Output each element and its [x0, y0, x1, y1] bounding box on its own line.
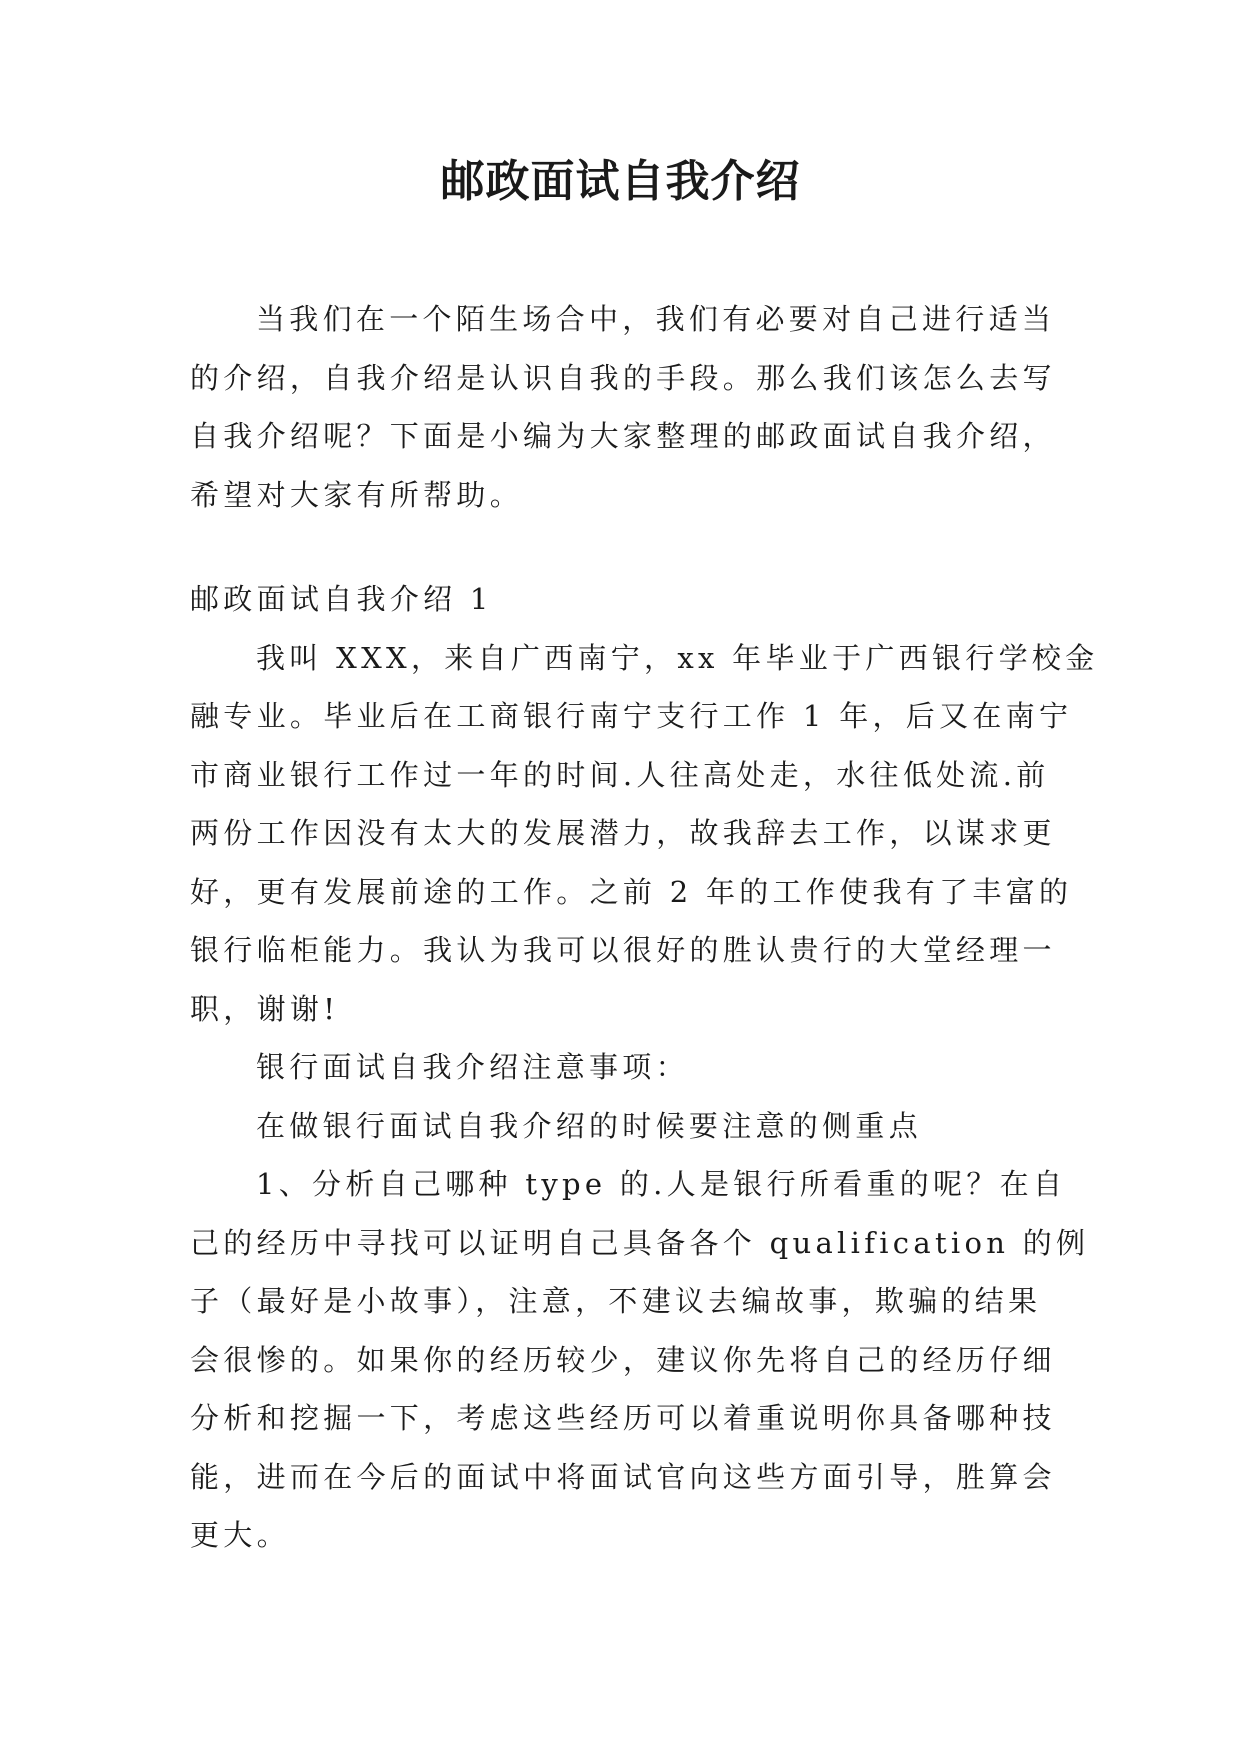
- text-line: 子（最好是小故事），注意，不建议去编故事，欺骗的结果: [190, 1284, 1042, 1318]
- text-line: 能，进而在今后的面试中将面试官向这些方面引导，胜算会: [190, 1459, 1056, 1494]
- text-line: 好，更有发展前途的工作。之前 2 年的工作使我有了丰富的: [190, 874, 1073, 909]
- text-line: 市商业银行工作过一年的时间.人往高处走，水往低处流.前: [190, 757, 1050, 792]
- paragraph-spacer: [190, 524, 1058, 570]
- text-line: 融专业。毕业后在工商银行南宁支行工作 1 年，后又在南宁: [190, 699, 1073, 733]
- text-line: 职，谢谢!: [190, 991, 340, 1026]
- text-line: 我叫 XXX，来自广西南宁，xx 年毕业于广西银行学校金: [256, 640, 1099, 675]
- section-heading: 邮政面试自我介绍 1: [190, 582, 493, 616]
- notes-heading: 银行面试自我介绍注意事项：: [256, 1050, 689, 1084]
- self-intro-paragraph: [190, 629, 1099, 1039]
- text-line: 己的经历中寻找可以证明自己具备各个 qualification 的例: [190, 1225, 1090, 1260]
- text-line: 1、分析自己哪种 type 的.人是银行所看重的呢？在自: [256, 1167, 1067, 1201]
- document-title: 邮政面试自我介绍: [440, 156, 801, 207]
- text-line: 希望对大家有所帮助。: [190, 477, 524, 512]
- text-line: 分析和挖掘一下，考虑这些经历可以着重说明你具备哪种技: [190, 1401, 1056, 1435]
- intro-paragraph: [190, 290, 1058, 524]
- text-line: 自我介绍呢？下面是小编为大家整理的邮政面试自我介绍，: [190, 419, 1056, 453]
- document-body: [190, 290, 1099, 1565]
- text-line: 更大。: [190, 1518, 290, 1552]
- text-line: 会很惨的。如果你的经历较少，建议你先将自己的经历仔细: [190, 1342, 1056, 1377]
- point-1-paragraph: [190, 1155, 1090, 1565]
- text-line: 的介绍，自我介绍是认识自我的手段。那么我们该怎么去写: [190, 360, 1056, 395]
- notes-subheading: 在做银行面试自我介绍的时候要注意的侧重点: [256, 1108, 923, 1143]
- text-line: 两份工作因没有太大的发展潜力，故我辞去工作，以谋求更: [190, 816, 1056, 850]
- text-line: 当我们在一个陌生场合中，我们有必要对自己进行适当: [256, 302, 1056, 336]
- text-line: 银行临柜能力。我认为我可以很好的胜认贵行的大堂经理一: [190, 933, 1056, 967]
